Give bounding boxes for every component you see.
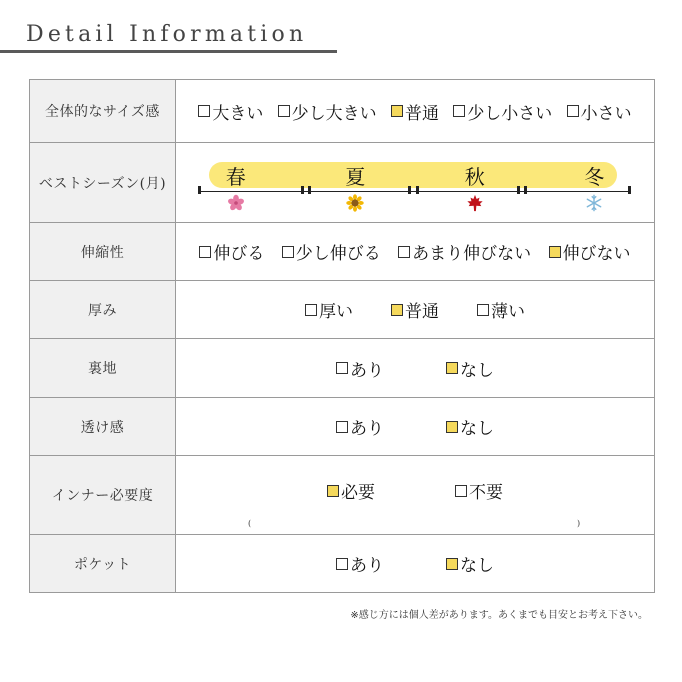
- option-label: あまり伸びない: [412, 244, 532, 264]
- unchecked-box-icon: [336, 558, 348, 570]
- checked-box-icon: [446, 421, 458, 433]
- option-item: [282, 239, 381, 264]
- option-item: [336, 356, 384, 381]
- option-item: [305, 297, 353, 322]
- title-underline: [0, 50, 337, 53]
- sunflower-icon: [346, 194, 364, 212]
- row-lining: [30, 339, 655, 398]
- option-label: なし: [460, 419, 494, 439]
- row-size: [30, 80, 655, 143]
- season-chart: [176, 154, 654, 212]
- option-item: [391, 99, 439, 124]
- season-spring: 春: [225, 164, 246, 189]
- option-item: [199, 239, 264, 264]
- option-label: 普通: [405, 302, 439, 322]
- option-label: 大きい: [212, 103, 264, 124]
- option-label: 必要: [341, 483, 375, 503]
- option-item: [567, 99, 632, 124]
- option-label: 小さい: [580, 103, 632, 124]
- unchecked-box-icon: [336, 362, 348, 374]
- thickness-options: [176, 297, 654, 322]
- unchecked-box-icon: [198, 105, 210, 117]
- row-stretch: [30, 223, 655, 281]
- season-icons: [176, 194, 654, 212]
- option-item: [278, 99, 377, 124]
- option-item: [446, 551, 494, 576]
- option-label: なし: [460, 360, 494, 381]
- row-label: インナー必要度: [30, 456, 176, 535]
- option-item: [336, 551, 384, 576]
- option-label: 薄い: [491, 302, 525, 322]
- unchecked-box-icon: [398, 246, 410, 258]
- option-label: 少し伸びる: [295, 244, 381, 264]
- option-item: [446, 414, 494, 439]
- maple-leaf-icon: [466, 194, 484, 212]
- row-sheer: [30, 398, 655, 456]
- size-options: [176, 99, 654, 124]
- option-item: [198, 99, 263, 124]
- option-label: 普通: [404, 103, 439, 124]
- option-label: 伸びる: [213, 244, 265, 264]
- unchecked-box-icon: [199, 246, 211, 258]
- option-item: [455, 478, 503, 503]
- season-autumn: 秋: [464, 164, 485, 189]
- row-season: [30, 143, 655, 223]
- option-item: [446, 356, 494, 381]
- checked-box-icon: [446, 362, 458, 374]
- row-label: 伸縮性: [30, 223, 176, 281]
- unchecked-box-icon: [336, 421, 348, 433]
- option-label: 伸びない: [562, 244, 631, 264]
- checked-box-icon: [446, 558, 458, 570]
- row-label: ポケット: [30, 535, 176, 593]
- option-item: [327, 478, 375, 503]
- paren-open: (: [248, 519, 252, 528]
- unchecked-box-icon: [282, 246, 294, 258]
- row-label: ベストシーズン(月): [30, 143, 176, 223]
- option-label: 少し大きい: [291, 103, 377, 124]
- option-item: [398, 239, 531, 264]
- unchecked-box-icon: [477, 304, 489, 316]
- paren-close: ): [577, 519, 581, 528]
- row-label: 裏地: [30, 339, 176, 398]
- unchecked-box-icon: [305, 304, 317, 316]
- stretch-options: [176, 239, 654, 264]
- option-item: [549, 239, 631, 264]
- option-label: なし: [460, 556, 494, 576]
- unchecked-box-icon: [567, 105, 579, 117]
- row-label: 透け感: [30, 398, 176, 456]
- snowflake-icon: [585, 194, 603, 212]
- lining-options: [176, 356, 654, 381]
- option-label: あり: [350, 556, 384, 576]
- option-label: 不要: [469, 483, 503, 503]
- option-label: 厚い: [319, 302, 353, 322]
- option-item: [391, 297, 439, 322]
- checked-box-icon: [327, 485, 339, 497]
- row-thickness: [30, 281, 655, 339]
- inner-options: [176, 478, 654, 503]
- row-label: 全体的なサイズ感: [30, 80, 176, 143]
- unchecked-box-icon: [453, 105, 465, 117]
- row-label: 厚み: [30, 281, 176, 339]
- season-winter: 冬: [584, 164, 605, 189]
- section-title: Detail Information: [26, 22, 308, 47]
- season-labels: [176, 161, 654, 190]
- footnote: ※感じ方には個人差があります。あくまでも目安とお考え下さい。: [350, 610, 648, 621]
- checked-box-icon: [391, 304, 403, 316]
- detail-table: [29, 79, 655, 593]
- option-item: [336, 414, 384, 439]
- option-label: 少し小さい: [467, 103, 553, 124]
- option-label: あり: [350, 419, 384, 439]
- option-label: あり: [350, 360, 384, 381]
- season-summer: 夏: [345, 164, 366, 189]
- checked-box-icon: [549, 246, 561, 258]
- checked-box-icon: [391, 105, 403, 117]
- season-timeline: [198, 191, 630, 192]
- row-pocket: [30, 535, 655, 593]
- row-inner: [30, 456, 655, 535]
- option-item: [477, 297, 525, 322]
- pocket-options: [176, 551, 654, 576]
- sheer-options: [176, 414, 654, 439]
- unchecked-box-icon: [278, 105, 290, 117]
- sakura-flower-icon: [227, 194, 245, 212]
- unchecked-box-icon: [455, 485, 467, 497]
- option-item: [453, 99, 552, 124]
